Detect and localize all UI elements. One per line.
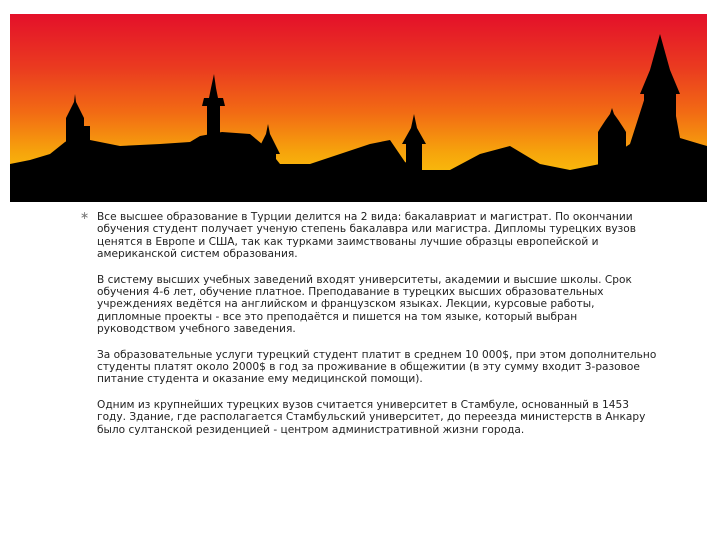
paragraph-3: За образовательные услуги турецкий студент платит в среднем 10 000$, при этом дополнительно студенты платят около 2000$ в год за проживание в общежитии (в эту сумму входит 3-разовое питание студента и оказание ему медицинской помощи). [97,348,657,386]
bullet-marker: ∗ [80,209,90,222]
slide-body [97,211,657,449]
city-silhouette [10,14,707,202]
paragraph-4: Одним из крупнейших турецких вузов считается университет в Стамбуле, основанный в 1453 году. Здание, где располагается Стамбульский университет, до переезда министерств в Анкару было султанской резиденцией - центром административной жизни города. [97,398,646,436]
paragraph-2: В систему высших учебных заведений входят университеты, академии и высшие школы. Срок обучения 4-6 лет, обучение платное. Преподавание в турецких высших образовательных учреждениях ведётся на английском и французском языках. Лекции, курсовые работы, дипломные проекты - все это преподаётся и пишется на том языке, который выбран руководством учебного заведения. [97,273,632,336]
paragraph-1: Все высшее образование в Турции делится на 2 вида: бакалавриат и магистрат. По окончании обучения студент получает ученую степень бакалавра или магистра. Дипломы турецких вузов ценятся в Европе и США, так как турками заимствованы лучшие образцы европейской и американской систем образования. [97,211,637,261]
skyline-banner-image [10,14,707,202]
